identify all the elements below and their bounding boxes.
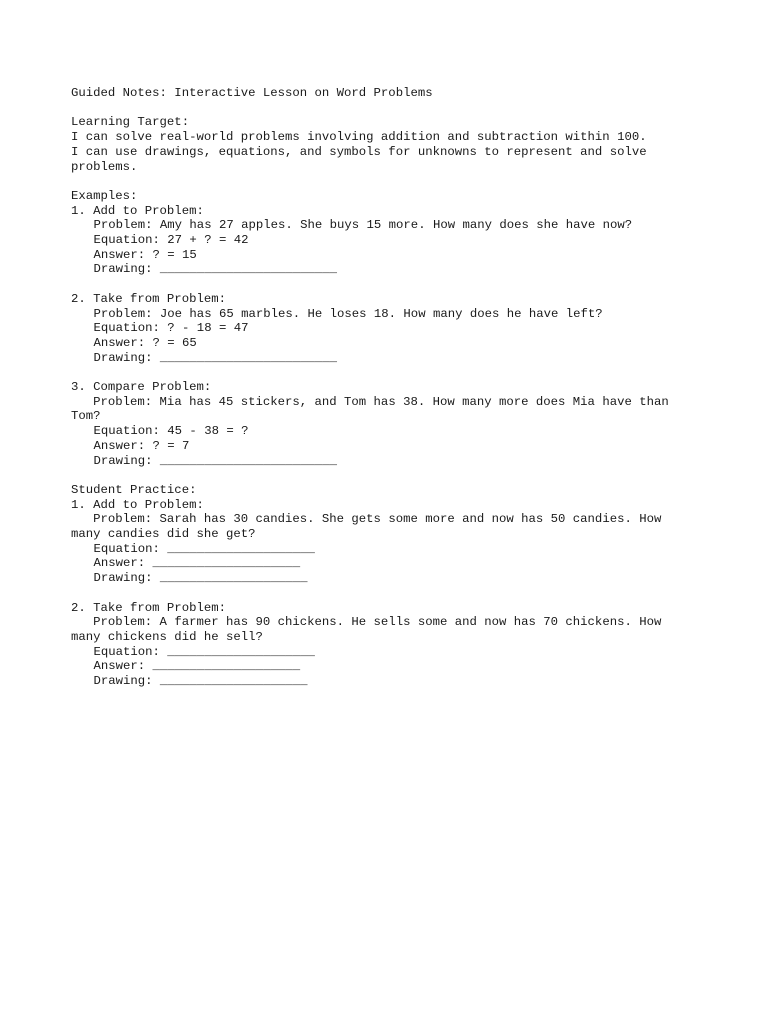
document-title: Guided Notes: Interactive Lesson on Word Problems (71, 86, 433, 100)
practice-equation: Equation: ____________________ (93, 541, 315, 556)
learning-target-line: I can solve real-world problems involving addition and subtraction within 100. (71, 130, 647, 145)
learning-target-heading: Learning Target: (71, 115, 190, 130)
practice-label: 2. Take from Problem: (71, 600, 226, 615)
example-item (71, 204, 691, 278)
example-label: 2. Take from Problem: (71, 291, 226, 306)
spacer (71, 277, 691, 292)
examples-heading: Examples: (71, 188, 138, 203)
spacer (71, 586, 691, 601)
example-answer: Answer: ? = 65 (93, 335, 197, 350)
example-drawing: Drawing: ________________________ (93, 453, 338, 468)
example-equation: Equation: 27 + ? = 42 (93, 233, 249, 247)
practice-drawing: Drawing: ____________________ (93, 571, 308, 586)
practice-item (71, 601, 691, 689)
spacer (71, 468, 691, 483)
example-drawing: Drawing: ________________________ (93, 262, 338, 277)
practice-item (71, 498, 691, 586)
example-answer: Answer: ? = 15 (93, 247, 197, 262)
spacer (71, 174, 691, 189)
document-page (71, 86, 691, 689)
example-equation: Equation: 45 - 38 = ? (93, 424, 249, 439)
learning-target-line: I can use drawings, equations, and symbols for unknowns to represent and solve problems. (71, 144, 654, 174)
example-problem: Problem: Joe has 65 marbles. He loses 18. How many does he have left? (93, 306, 603, 321)
example-problem (71, 395, 691, 424)
spacer (71, 101, 691, 116)
example-problem: Problem: Amy has 27 apples. She buys 15 more. How many does she have now? (93, 218, 633, 233)
practice-label: 1. Add to Problem: (71, 497, 204, 512)
example-equation: Equation: ? - 18 = 47 (93, 321, 249, 336)
practice-problem-text: Problem: A farmer has 90 chickens. He sells some and now has 70 chickens. How many chickens did he sell? (71, 615, 669, 644)
example-answer: Answer: ? = 7 (93, 438, 190, 453)
practice-answer: Answer: ____________________ (93, 659, 301, 674)
practice-problem-text: Problem: Sarah has 30 candies. She gets some more and now has 50 candies. How many candies did she get? (71, 512, 669, 542)
practice-drawing: Drawing: ____________________ (93, 674, 308, 689)
example-problem-text: Problem: Mia has 45 stickers, and Tom has 38. How many more does Mia have than Tom? (71, 394, 677, 424)
spacer (71, 365, 691, 380)
example-item (71, 380, 691, 468)
example-item (71, 292, 691, 366)
example-label: 3. Compare Problem: (71, 380, 212, 394)
practice-heading: Student Practice: (71, 482, 197, 497)
practice-problem (71, 512, 691, 541)
practice-equation: Equation: ____________________ (93, 644, 315, 659)
example-label: 1. Add to Problem: (71, 203, 204, 218)
practice-answer: Answer: ____________________ (93, 556, 301, 571)
example-drawing: Drawing: ________________________ (93, 350, 338, 365)
practice-problem (71, 615, 691, 644)
